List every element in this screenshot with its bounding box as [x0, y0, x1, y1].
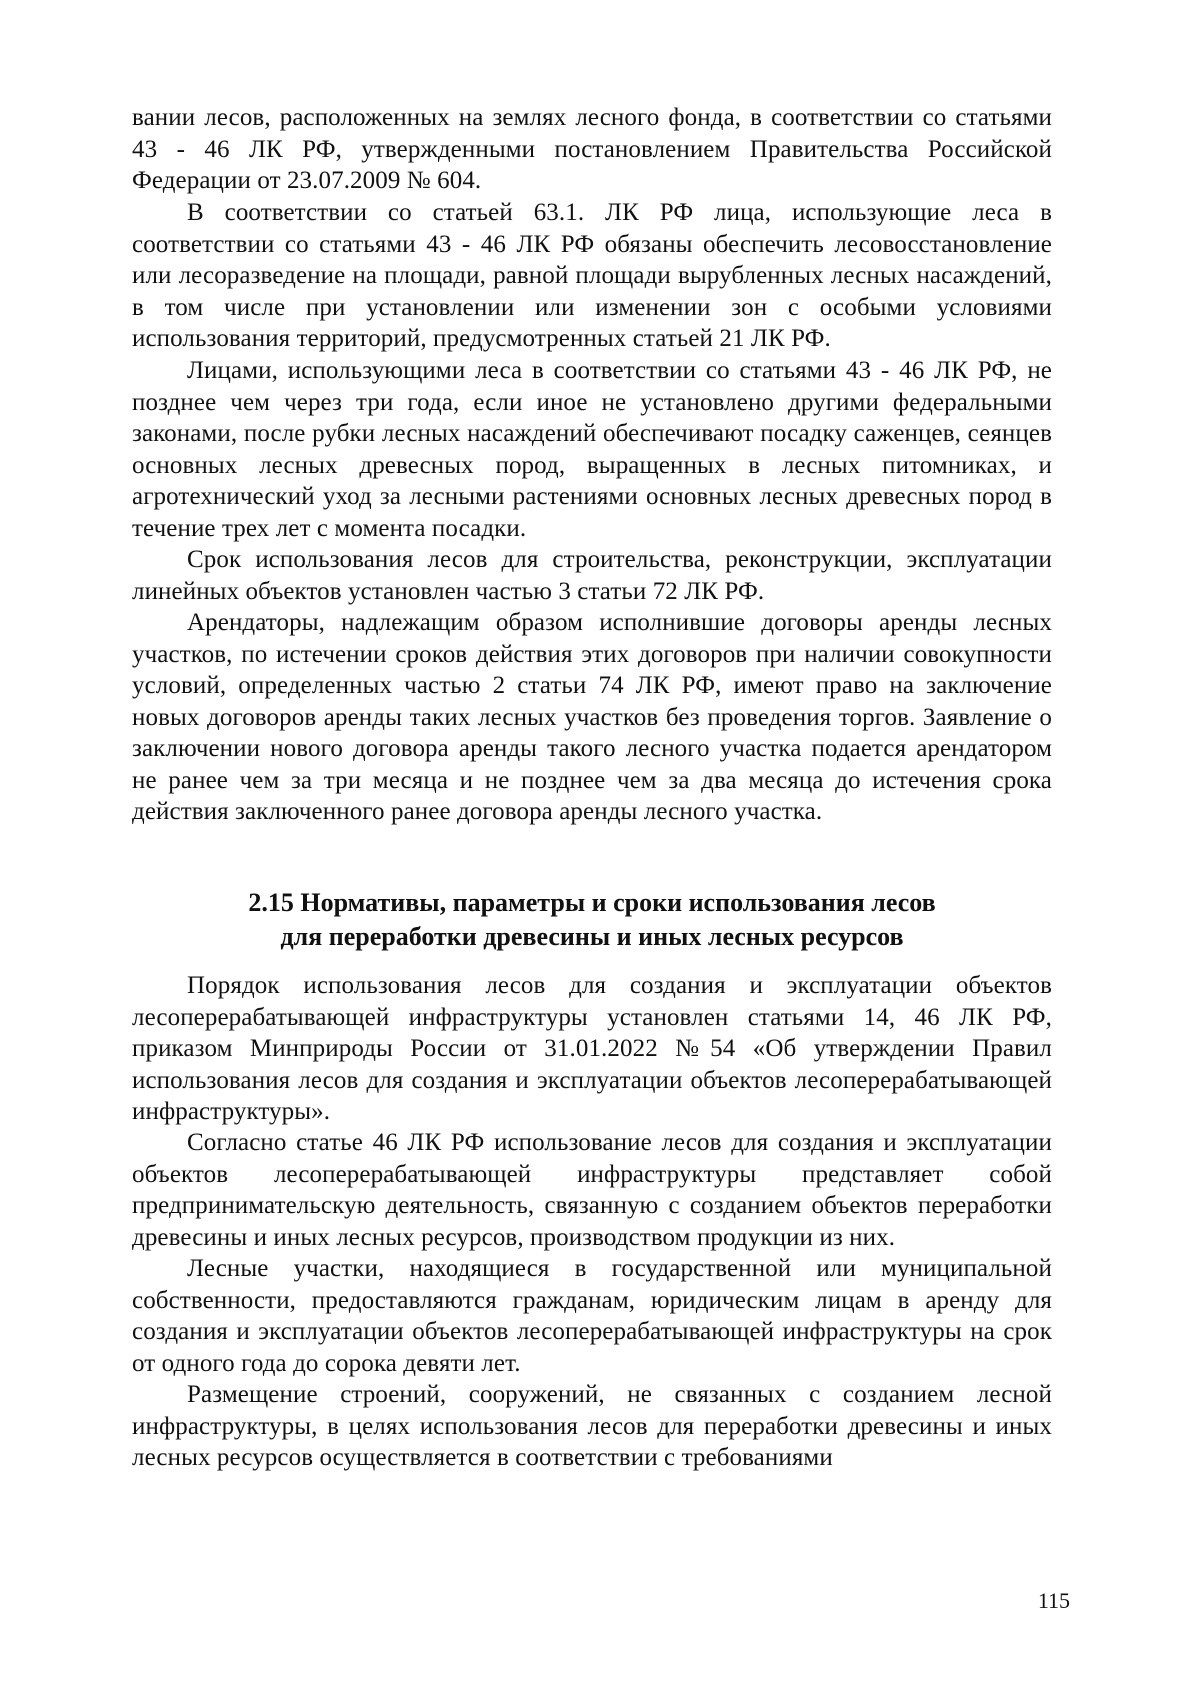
paragraph-article-46: Согласно статье 46 ЛК РФ использование лесов для создания и эксплуатации объектов лесоперерабатывающей инфраструктуры представляет собой предпринимательскую деятельность, связанную с созданием объектов переработки древесины и иных лесных ресурсов, производством продукции из них. [132, 1129, 1052, 1251]
paragraph-land-plots: Лесные участки, находящиеся в государственной или муниципальной собственности, предоставляются гражданам, юридическим лицам в аренду для создания и эксплуатации объектов лесоперерабатывающей инфраструктуры на срок от одного года до сорока девяти лет. [132, 1255, 1052, 1377]
paragraph-buildings-placement: Размещение строений, сооружений, не связанных с созданием лесной инфраструктуры, в целях использования лесов для переработки древесины и иных лесных ресурсов осуществляется в соответствии с требованиями [132, 1381, 1052, 1471]
section-heading [132, 886, 1052, 954]
paragraph-reforestation-duty: Лицами, использующими леса в соответствии со статьями 43 - 46 ЛК РФ, не позднее чем через три года, если иное не установлено другими федеральными законами, после рубки лесных насаждений обеспечивают посадку саженцев, сеянцев основных лесных древесных пород, выращенных в лесных питомниках, и агротехнический уход за лесными растениями основных лесных древесных пород в течение трех лет с момента посадки. [132, 357, 1052, 542]
section-heading-line-1: 2.15 Нормативы, параметры и сроки использования лесов [248, 888, 936, 917]
paragraph-procedure: Порядок использования лесов для создания и эксплуатации объектов лесоперерабатывающей инфраструктуры установлен статьями 14, 46 ЛК РФ, приказом Минприроды России от 31.01.2022 №54 «Об утверждении Правил использования лесов для создания и эксплуатации объектов лесоперерабатывающей инфраструктуры». [132, 972, 1052, 1125]
paragraph-linear-objects-term: Срок использования лесов для строительства, реконструкции, эксплуатации линейных объектов установлен частью 3 статьи 72 ЛК РФ. [132, 546, 1052, 605]
page-number: 115 [1037, 1588, 1070, 1613]
paragraph-continuation: вании лесов, расположенных на землях лесного фонда, в соответствии со статьями 43 - 46 ЛК РФ, утвержденными постановлением Правительства Российской Федерации от 23.07.2009 № 604. [132, 104, 1052, 194]
paragraph-lease-renewal: Арендаторы, надлежащим образом исполнившие договоры аренды лесных участков, по истечении сроков действия этих договоров при наличии совокупности условий, определенных частью 2 статьи 74 ЛК РФ, имеют право на заключение новых договоров аренды таких лесных участков без проведения торгов. Заявление о заключении нового договора аренды такого лесного участка подается арендатором не ранее чем за три месяца и не позднее чем за два месяца до истечения срока действия заключенного ранее договора аренды лесного участка. [132, 609, 1052, 825]
paragraph-article-63-1: В соответствии со статьей 63.1. ЛК РФ лица, использующие леса в соответствии со статьями 43 - 46 ЛК РФ обязаны обеспечить лесовосстановление или лесоразведение на площади, равной площади вырубленных лесных насаждений, в том числе при установлении или изменении зон с особыми условиями использования территорий, предусмотренных статьей 21 ЛК РФ. [132, 199, 1052, 352]
section-heading-line-2: для переработки древесины и иных лесных ресурсов [280, 922, 904, 951]
